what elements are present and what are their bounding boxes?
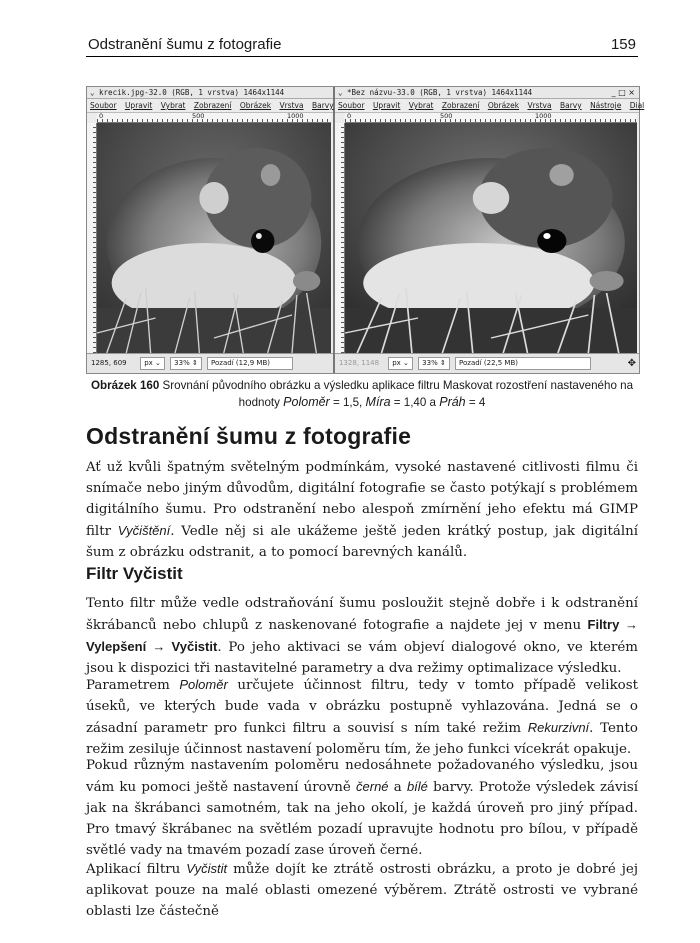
caption-value: = 1,5, (332, 396, 363, 409)
text: a (393, 780, 402, 795)
menu-item: Barvy (311, 101, 334, 110)
status-text: Pozadí (22,5 MB) (459, 358, 518, 367)
menu-item: Vrstva (527, 101, 552, 110)
ruler-horizontal (97, 113, 331, 123)
maximize-icon[interactable]: □ (618, 88, 626, 97)
menu-item: Vybrat (408, 101, 434, 110)
unit-select[interactable]: px ⌄ (388, 357, 413, 370)
ruler-label: 0 (347, 112, 352, 120)
hamster-image (345, 123, 637, 353)
menu-path: Filtry → Vylepšení → Vyčistit (86, 617, 638, 654)
caption-value: = 4 (468, 396, 486, 409)
pointer-coords: 1328, 1148 (339, 359, 380, 367)
caption-param: Práh (439, 395, 466, 409)
window-controls (612, 87, 635, 98)
menubar (335, 99, 645, 113)
ruler-label: 1000 (287, 112, 304, 120)
caption-param: Poloměr (283, 395, 330, 409)
statusbar (87, 353, 333, 373)
emphasis: černé (356, 779, 389, 794)
unit-value: px (392, 358, 401, 367)
paragraph (86, 755, 638, 861)
chevron-down-icon: ⌄ (90, 88, 95, 97)
gimp-window-result (335, 87, 645, 373)
emphasis: bílé (406, 779, 428, 794)
menu-item: Nástroje (590, 101, 622, 110)
menu-item: Zobrazení (441, 101, 480, 110)
menu-item: Obrázek (239, 101, 272, 110)
gimp-window-original (87, 87, 335, 373)
hamster-image (97, 123, 331, 353)
paragraph (86, 593, 638, 679)
menu-item: Upravit (372, 101, 401, 110)
window-title: *Bez názvu-33.0 (RGB, 1 vrstva) 1464x1144 (347, 88, 533, 97)
chevron-down-icon: ⌄ (338, 88, 343, 97)
minimize-icon[interactable]: _ (611, 88, 616, 97)
text: Pokud různým nastavením poloměru nedosáhnete požadovaného výsledku, jsou vám ku pomoci ještě nastavení úrovně (86, 758, 638, 795)
ruler-label: 0 (99, 112, 104, 120)
ruler-vertical (335, 123, 345, 353)
status-text: Pozadí (12,9 MB) (211, 358, 270, 367)
unit-value: px (144, 358, 153, 367)
menu-item: Dial (629, 101, 645, 110)
menu-item: Obrázek (487, 101, 520, 110)
zoom-select[interactable]: 33% ⇕ (170, 357, 202, 370)
unit-select[interactable]: px ⌄ (140, 357, 165, 370)
emphasis: Poloměr (179, 677, 228, 692)
figure-caption (86, 378, 638, 411)
menu-item: Vybrat (160, 101, 186, 110)
statusbar (335, 353, 639, 373)
hamster-photo (345, 123, 637, 353)
ruler-label: 500 (440, 112, 453, 120)
menu-item: Soubor (338, 101, 365, 110)
window-title: krecik.jpg-32.0 (RGB, 1 vrstva) 1464x1144 (99, 88, 285, 97)
figure-screenshot (86, 86, 645, 374)
ruler-horizontal (345, 113, 637, 123)
close-icon[interactable]: × (628, 88, 635, 97)
window-titlebar (335, 87, 639, 99)
text: Parametrem (86, 678, 170, 693)
ruler-label: 500 (192, 112, 205, 120)
ruler-label: 1000 (535, 112, 552, 120)
page-number: 159 (610, 36, 636, 53)
caption-text: Srovnání původního obrázku a výsledku aplikace filtru Maskovat rozostření nastaveného na hodnoty (162, 379, 634, 409)
text: . Vedle něj si ale ukážeme ještě jeden krátký postup, jak digitální šum z obrázku odstranit, a to pomocí barevných kanálů. (86, 524, 639, 560)
text: . Po jeho aktivaci se vám objeví dialogové okno, ve kterém jsou k dispozici tři nastavitelné parametry a dva režimy optimalizace výsledku. (86, 640, 638, 676)
status-layer (207, 357, 293, 370)
paragraph (86, 674, 638, 760)
menu-item: Upravit (124, 101, 153, 110)
ruler-vertical (87, 123, 97, 353)
menu-item: Barvy (559, 101, 582, 110)
caption-value: = 1,40 a (393, 396, 436, 409)
running-head-title: Odstranění šumu z fotografie (88, 36, 282, 53)
text: Ať už kvůli špatným světelným podmínkám, vysoké nastavené citlivosti filmu či snímače nebo jiným důvodům, digitální fotografie se často potýkají s problémem digitálního šumu. Pro odstranění nebo alespoň zmírnění jeho efektu má GIMP filtr (86, 460, 638, 539)
emphasis: Vyčistit (186, 861, 228, 876)
menu-item: Zobrazení (193, 101, 232, 110)
hamster-photo (97, 123, 331, 353)
paragraph (86, 858, 638, 922)
intro-paragraph (86, 457, 638, 563)
text: určujete účinnost filtru, tedy v tomto případě velikost úseků, ve kterých bude vada v obrázku postupně vyhlazována. Jedná se o zásadní parametr pro funkci filtru a souvisí s ním také režim (86, 678, 638, 736)
text: může dojít ke ztrátě ostrosti obrázku, a proto je dobré jej aplikovat pouze na malé oblasti omezené výběrem. Ztrátě ostrosti ve vybrané oblasti lze částečně (86, 862, 638, 919)
zoom-value: 33% (422, 358, 438, 367)
menubar (87, 99, 333, 113)
zoom-select[interactable]: 33% ⇕ (418, 357, 450, 370)
text: Aplikací filtru (86, 862, 181, 877)
emphasis: Rekurzivní (527, 720, 590, 735)
section-heading: Odstranění šumu z fotografie (86, 423, 412, 449)
zoom-value: 33% (174, 358, 190, 367)
menu-item: Soubor (90, 101, 117, 110)
text: Tento filtr může vedle odstraňování šumu posloužit stejně dobře i k odstranění škrábanců nebo chlupů z naskenované fotografie a najdete jej v menu (86, 596, 638, 633)
text: barvy. Protože výsledek závisí jak na škrábanci samotném, tak na jeho okolí, je každá úroveň pro jiný případ. Pro tmavý škrábanec na světlém pozadí upravujte hodnotu pro bílou, v případě světlé vady na tmavém pozadí zase úroveň černé. (86, 780, 639, 858)
navigate-icon[interactable]: ✥ (627, 358, 636, 369)
caption-label: Obrázek 160 (90, 379, 160, 392)
pointer-coords: 1285, 609 (91, 359, 127, 367)
status-layer (455, 357, 591, 370)
subsection-heading: Filtr Vyčistit (86, 564, 183, 583)
caption-param: Míra (365, 395, 391, 409)
window-titlebar (87, 87, 333, 99)
menu-item: Vrstva (279, 101, 304, 110)
emphasis: Vyčištění (117, 523, 171, 538)
running-head (86, 36, 638, 57)
text: . Tento režim zesiluje účinnost nastavení poloměru tím, že jeho funkci vícekrát opakuje. (86, 721, 638, 757)
